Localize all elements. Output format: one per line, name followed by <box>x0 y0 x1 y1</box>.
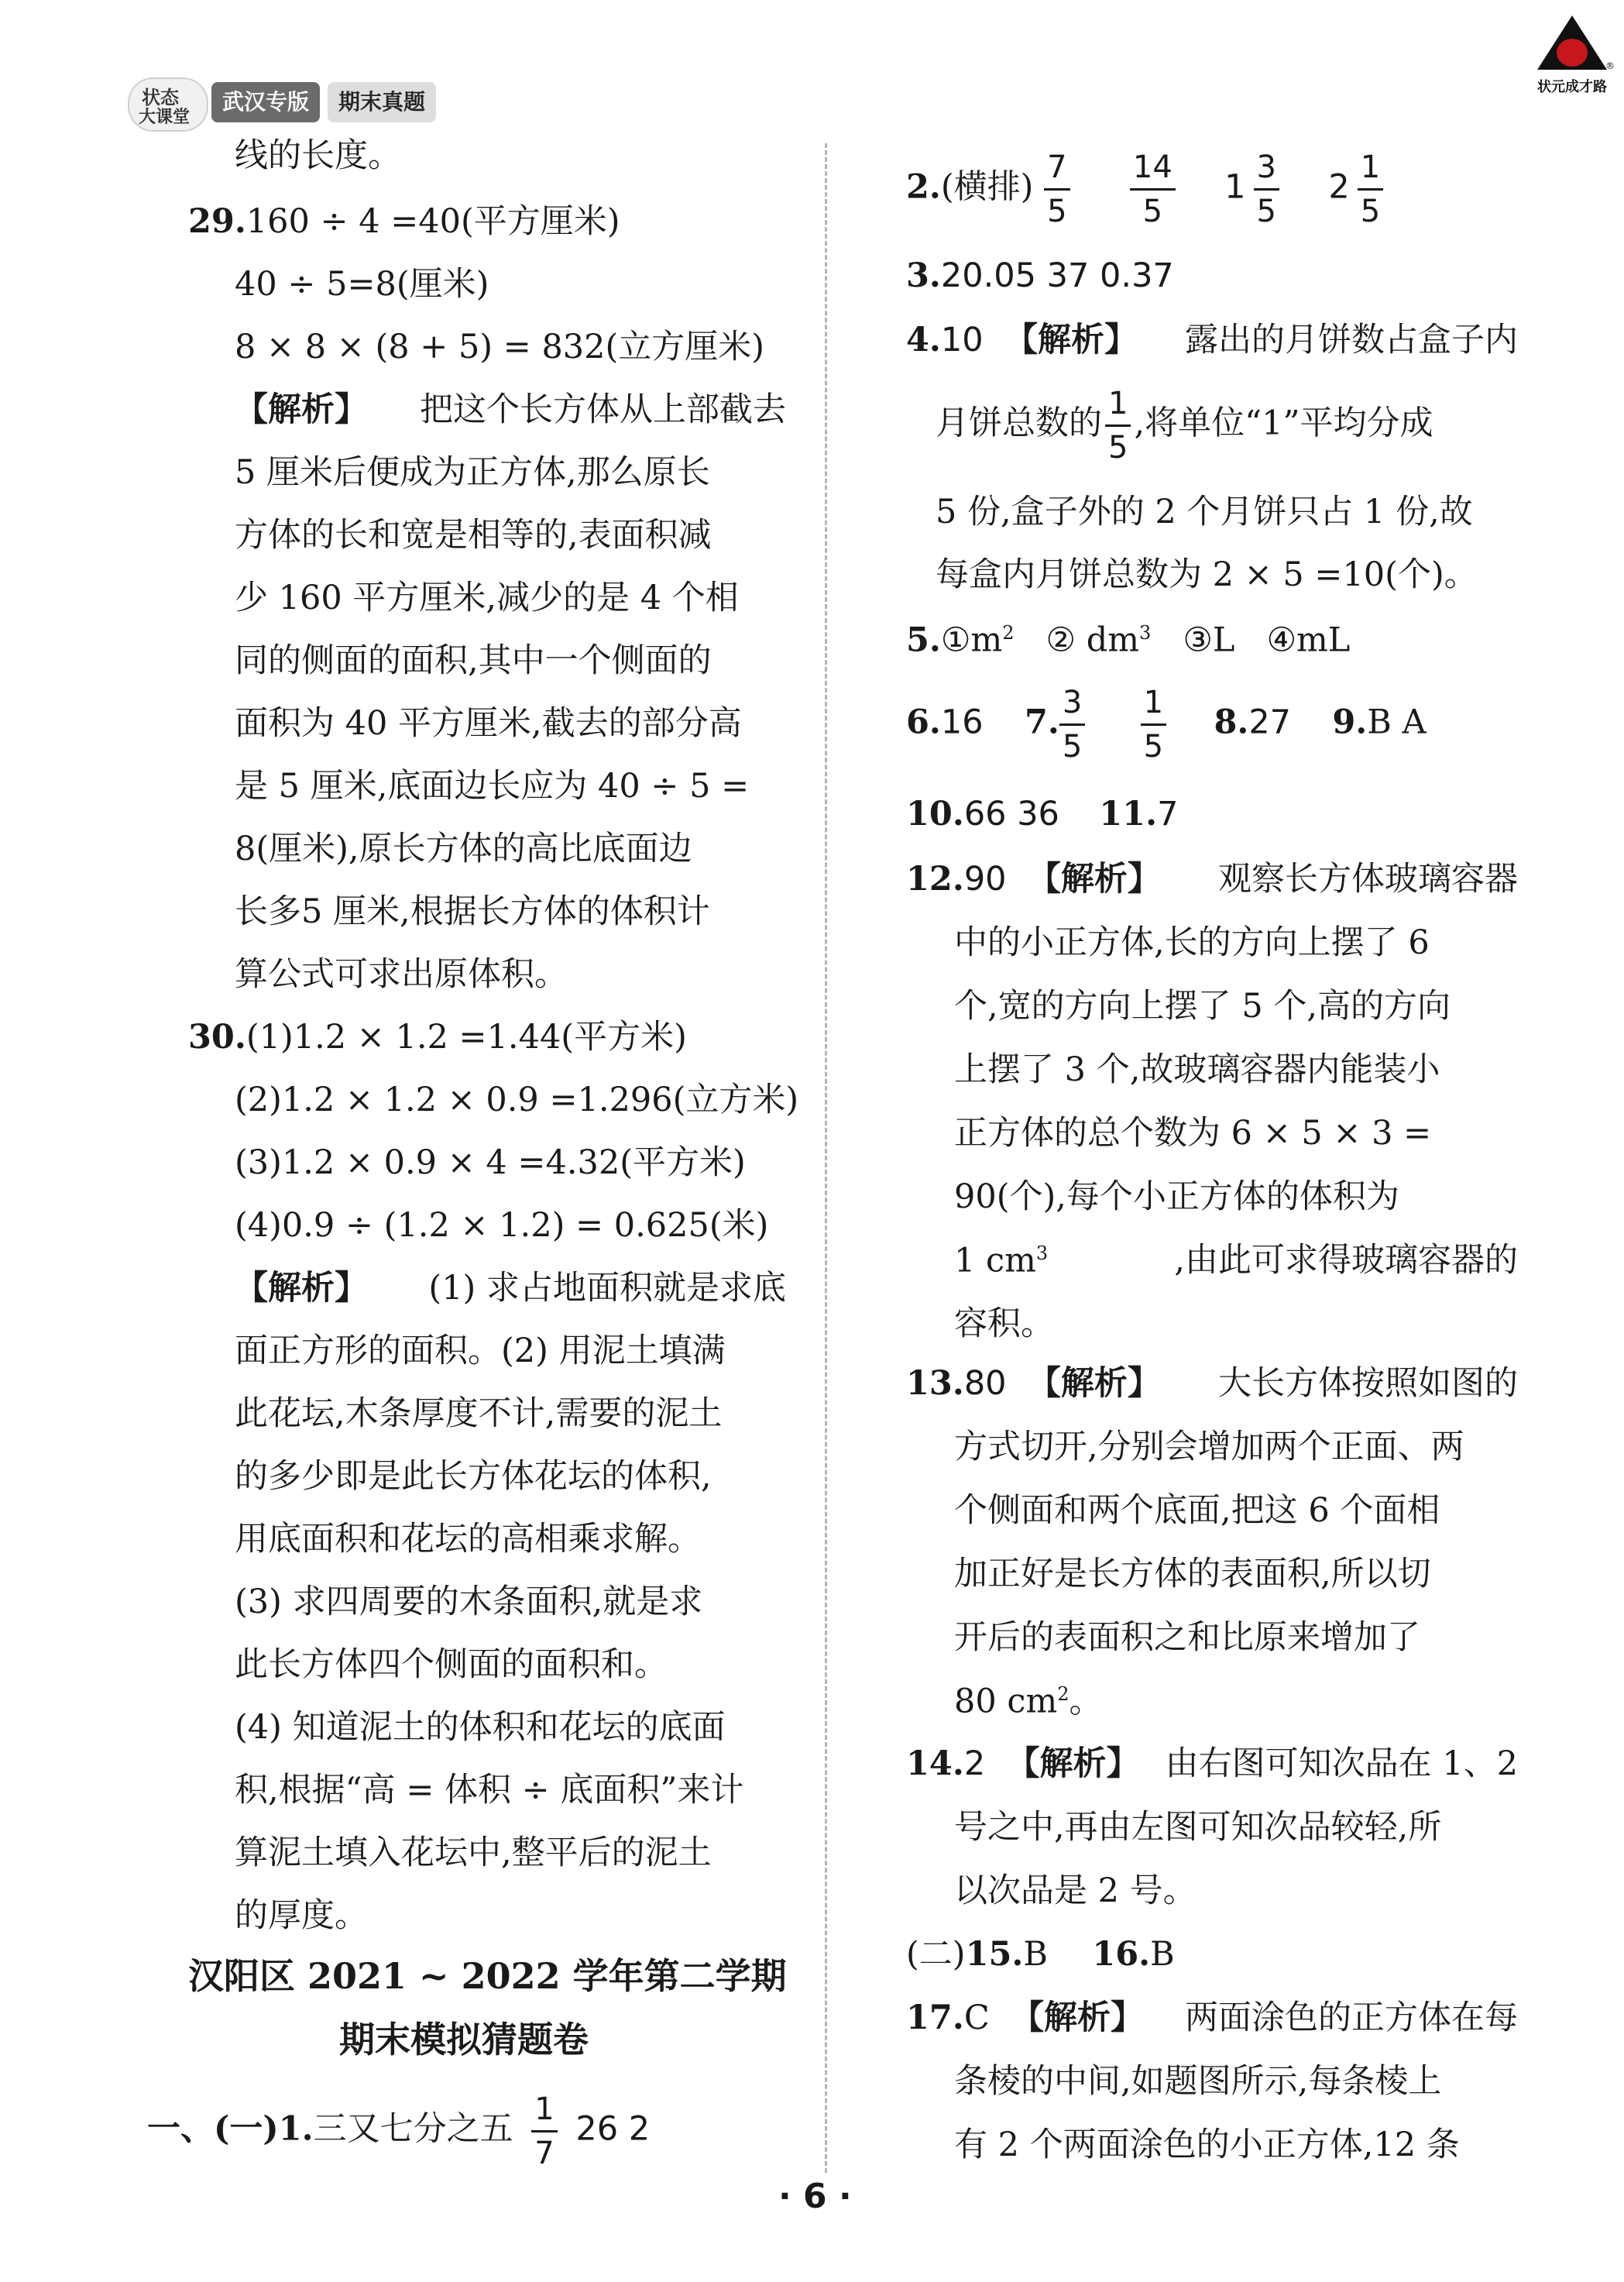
mixed-whole: 2 <box>1328 167 1350 207</box>
page-number: · 6 · <box>778 2177 852 2216</box>
column-divider <box>825 143 827 2173</box>
fraction <box>1059 685 1085 765</box>
q1-number: 1. <box>278 2109 314 2149</box>
q5-number: 5. <box>906 620 941 660</box>
q29-analysis-line: 少 160 平方厘米,减少的是 4 个相 <box>235 579 739 617</box>
numerator: 3 <box>1254 149 1279 191</box>
exponent: 2 <box>1002 622 1015 644</box>
fraction <box>1254 149 1279 229</box>
q16-answer: B <box>1150 1935 1175 1974</box>
q15-number: 15. <box>965 1935 1024 1974</box>
q30-analysis-line: 此花坛,木条厚度不计,需要的泥土 <box>235 1394 723 1433</box>
q17-analysis-line: 条棱的中间,如题图所示,每条棱上 <box>954 2062 1442 2101</box>
denominator: 5 <box>1062 729 1083 765</box>
analysis-tag: 【解析】 <box>235 390 368 429</box>
analysis-text: ,由此可求得玻璃容器的 <box>1174 1241 1518 1280</box>
q12-number: 12. <box>906 860 964 899</box>
q14-line1 <box>906 1744 1518 1783</box>
numerator: 1 <box>1141 685 1166 726</box>
q30-analysis-line: 的多少即是此长方体花坛的体积, <box>235 1457 712 1496</box>
part-label: (二) <box>906 1935 966 1974</box>
q5-line <box>906 620 1351 660</box>
page-header <box>128 77 461 129</box>
q16-number: 16. <box>1092 1935 1151 1974</box>
analysis-text: 月饼总数的 <box>936 404 1102 443</box>
denominator: 5 <box>1256 194 1276 229</box>
exponent: 3 <box>1139 622 1152 644</box>
analysis-tag: 【解析】 <box>1027 860 1161 899</box>
q12-analysis-line: 正方体的总个数为 6 × 5 × 3 = <box>954 1114 1432 1153</box>
exponent: 3 <box>1035 1242 1049 1264</box>
q30-line2: (2)1.2 × 1.2 × 0.9 =1.296(立方米) <box>235 1081 799 1119</box>
q30-analysis-last: 的厚度。 <box>235 1896 368 1935</box>
q30-line4: (4)0.9 ÷ (1.2 × 1.2) = 0.625(米) <box>235 1206 769 1245</box>
q13-number: 13. <box>906 1364 964 1403</box>
corner-brand-text: 状元成才路 <box>1537 79 1607 95</box>
q13-analysis-line: 加正好是长方体的表面积,所以切 <box>954 1555 1431 1593</box>
q29-analysis-last: 算公式可求出原体积。 <box>235 955 568 994</box>
q15-16-line <box>906 1935 1175 1974</box>
numerator: 14 <box>1130 149 1176 191</box>
section-subtitle: 期末模拟猜题卷 <box>339 2019 589 2060</box>
q4-number: 4. <box>906 321 941 359</box>
q4-answer: 10 <box>940 321 984 359</box>
analysis-tag: 【解析】 <box>1027 1364 1161 1403</box>
q12-analysis-last: 容积。 <box>954 1304 1054 1343</box>
emblem-icon <box>1557 39 1588 67</box>
q4-line1 <box>906 321 1518 359</box>
q30-number: 30. <box>188 1018 246 1057</box>
part-label: 一、(一) <box>147 2109 279 2149</box>
q29-analysis-line: 长多5 厘米,根据长方体的体积计 <box>235 892 710 931</box>
q9-number: 9. <box>1332 703 1368 742</box>
q30-analysis-line: 算泥土填入花坛中,整平后的泥土 <box>235 1834 712 1872</box>
q10-number: 10. <box>906 795 964 833</box>
q29-analysis-line: 是 5 厘米,底面边长应为 40 ÷ 5 = <box>235 767 750 806</box>
analysis-tag: 【解析】 <box>1006 1744 1140 1783</box>
text-line: 线的长度。 <box>235 136 401 175</box>
q4-line4: 每盒内月饼总数为 2 × 5 =10(个)。 <box>936 555 1478 594</box>
q3-answer: 20.05 37 0.37 <box>940 256 1174 295</box>
q29-analysis-line: 方体的长和宽是相等的,表面积减 <box>235 516 712 555</box>
brand-logo-top: 状态 <box>142 86 179 108</box>
q12-line1 <box>906 860 1518 899</box>
q29-number: 29. <box>188 202 246 241</box>
q29-analysis-first <box>235 390 786 429</box>
q1-line <box>147 2091 650 2171</box>
q8-answer: 27 <box>1248 703 1292 742</box>
q30-analysis-line: 此长方体四个侧面的面积和。 <box>235 1645 668 1684</box>
analysis-text: 由右图可知次品在 1、2 <box>1165 1744 1518 1783</box>
q3-line <box>906 256 1174 295</box>
q1-answer-tail: 26 2 <box>575 2109 651 2149</box>
corner-logo <box>1530 15 1615 101</box>
q29-line1 <box>188 202 620 241</box>
q14-analysis-line: 号之中,再由左图可知次品较轻,所 <box>954 1808 1442 1847</box>
q3-number: 3. <box>906 256 941 295</box>
region-tag: 武汉专版 <box>211 82 320 122</box>
brand-logo <box>128 77 208 132</box>
q14-number: 14. <box>906 1744 964 1783</box>
fraction <box>1141 685 1166 765</box>
q2-line <box>906 149 1391 229</box>
q29-analysis-line: 同的侧面的面积,其中一个侧面的 <box>235 641 712 680</box>
q11-answer: 7 <box>1157 795 1179 833</box>
exam-type-tag: 期末真题 <box>328 82 436 122</box>
analysis-tag: 【解析】 <box>1011 1998 1145 2037</box>
q30-analysis-line: (4) 知道泥土的体积和花坛的底面 <box>235 1708 726 1747</box>
q1-fraction <box>531 2091 557 2171</box>
q9-answer: B A <box>1367 703 1427 742</box>
q1-answer-text: 三又七分之五 <box>313 2109 513 2149</box>
q30-analysis-first <box>235 1269 786 1308</box>
q30-analysis-line: (3) 求四周要的木条面积,就是求 <box>235 1583 703 1621</box>
unit-answer: ④mL <box>1266 620 1351 660</box>
analysis-tag: 【解析】 <box>1004 321 1138 359</box>
q30-line3: (3)1.2 × 0.9 × 4 =4.32(平方米) <box>235 1143 746 1182</box>
denominator: 5 <box>1142 194 1163 229</box>
analysis-tag: 【解析】 <box>235 1269 368 1308</box>
fraction <box>1105 386 1131 466</box>
q13-line1 <box>906 1364 1518 1403</box>
q13-analysis-line: 方式切开,分别会增加两个正面、两 <box>954 1428 1464 1466</box>
q12-analysis-line: 中的小正方体,长的方向上摆了 6 <box>954 923 1430 962</box>
q6-answer: 16 <box>940 703 984 742</box>
numerator: 7 <box>1044 149 1070 191</box>
q30-analysis-line: 积,根据“高 = 体积 ÷ 底面积”来计 <box>235 1771 744 1809</box>
exponent: 2 <box>1057 1683 1070 1705</box>
q17-analysis-line: 有 2 个两面涂色的小正方体,12 条 <box>954 2126 1460 2164</box>
q4-line2 <box>936 386 1433 466</box>
q13-analysis-line: 个侧面和两个底面,把这 6 个面相 <box>954 1491 1440 1530</box>
analysis-text: 80 cm <box>954 1682 1058 1721</box>
q14-analysis-last: 以次品是 2 号。 <box>954 1871 1197 1910</box>
q17-answer: C <box>963 1998 990 2037</box>
q30-line1 <box>188 1018 687 1057</box>
q15-answer: B <box>1023 1935 1048 1974</box>
denominator: 5 <box>1143 729 1164 765</box>
q30-analysis-line: 用底面积和花坛的高相乘求解。 <box>235 1520 701 1559</box>
q12-analysis-line: 个,宽的方向上摆了 5 个,高的方向 <box>954 987 1451 1026</box>
registered-mark: ® <box>1605 60 1615 71</box>
unit-answer: ② dm <box>1045 620 1140 660</box>
q17-line1 <box>906 1998 1518 2037</box>
q2-number: 2. <box>906 167 941 207</box>
q29-line2: 40 ÷ 5=8(厘米) <box>235 265 489 304</box>
q12-analysis-line: 90(个),每个小正方体的体积为 <box>954 1177 1399 1216</box>
mixed-whole: 1 <box>1224 167 1246 207</box>
analysis-text: 大长方体按照如图的 <box>1218 1364 1518 1403</box>
q8-number: 8. <box>1214 703 1249 742</box>
q2-text: (横排) <box>940 167 1034 207</box>
q29-analysis-line: 5 厘米后便成为正方体,那么原长 <box>235 453 710 492</box>
q30-answer-1: (1)1.2 × 1.2 =1.44(平方米) <box>245 1018 687 1057</box>
q12-analysis-line <box>954 1241 1518 1280</box>
numerator: 1 <box>531 2091 557 2133</box>
q12-answer: 90 <box>963 860 1007 899</box>
analysis-text: 露出的月饼数占盒子内 <box>1185 321 1518 359</box>
q12-analysis-line: 上摆了 3 个,故玻璃容器内能装小 <box>954 1050 1440 1089</box>
denominator: 5 <box>1047 194 1067 229</box>
q29-analysis-line: 面积为 40 平方厘米,截去的部分高 <box>235 704 742 743</box>
q13-analysis-last <box>954 1682 1103 1721</box>
q6-number: 6. <box>906 703 941 742</box>
unit-answer: ①m <box>940 620 1003 660</box>
q13-answer: 80 <box>963 1364 1007 1403</box>
q17-number: 17. <box>906 1998 964 2037</box>
analysis-text: 观察长方体玻璃容器 <box>1218 860 1518 899</box>
denominator: 5 <box>1108 430 1128 466</box>
analysis-text: 把这个长方体从上部截去 <box>420 390 786 429</box>
fraction <box>1358 149 1383 229</box>
denominator: 5 <box>1360 194 1381 229</box>
q29-answer-1: 160 ÷ 4 =40(平方厘米) <box>245 202 620 241</box>
analysis-text: 。 <box>1069 1682 1103 1721</box>
denominator: 7 <box>534 2136 554 2171</box>
q29-analysis-line: 8(厘米),原长方体的高比底面边 <box>235 830 692 868</box>
q10-answer: 66 36 <box>963 795 1059 833</box>
numerator: 1 <box>1358 149 1383 191</box>
q30-analysis-line: 面正方形的面积。(2) 用泥土填满 <box>235 1332 726 1370</box>
q14-answer: 2 <box>963 1744 986 1783</box>
analysis-text: (1) 求占地面积就是求底 <box>428 1269 786 1308</box>
fraction <box>1044 149 1070 229</box>
unit-answer: ③L <box>1183 620 1235 660</box>
section-title: 汉阳区 2021 ~ 2022 学年第二学期 <box>188 1955 787 1997</box>
q7-number: 7. <box>1024 703 1059 742</box>
q29-line3: 8 × 8 × (8 + 5) = 832(立方厘米) <box>235 328 765 366</box>
numerator: 1 <box>1105 386 1131 427</box>
q13-analysis-line: 开后的表面积之和比原来增加了 <box>954 1618 1420 1657</box>
numerator: 3 <box>1059 685 1085 726</box>
q10-11-line <box>906 795 1179 833</box>
fraction <box>1130 149 1176 229</box>
q4-line3: 5 份,盒子外的 2 个月饼只占 1 份,故 <box>936 493 1473 531</box>
brand-logo-bottom: 大课堂 <box>139 107 191 127</box>
analysis-text: ,将单位“1”平均分成 <box>1134 404 1433 443</box>
analysis-text: 1 cm <box>954 1241 1036 1280</box>
q6-9-line <box>906 685 1427 765</box>
analysis-text: 两面涂色的正方体在每 <box>1185 1998 1518 2037</box>
q11-number: 11. <box>1099 795 1158 833</box>
